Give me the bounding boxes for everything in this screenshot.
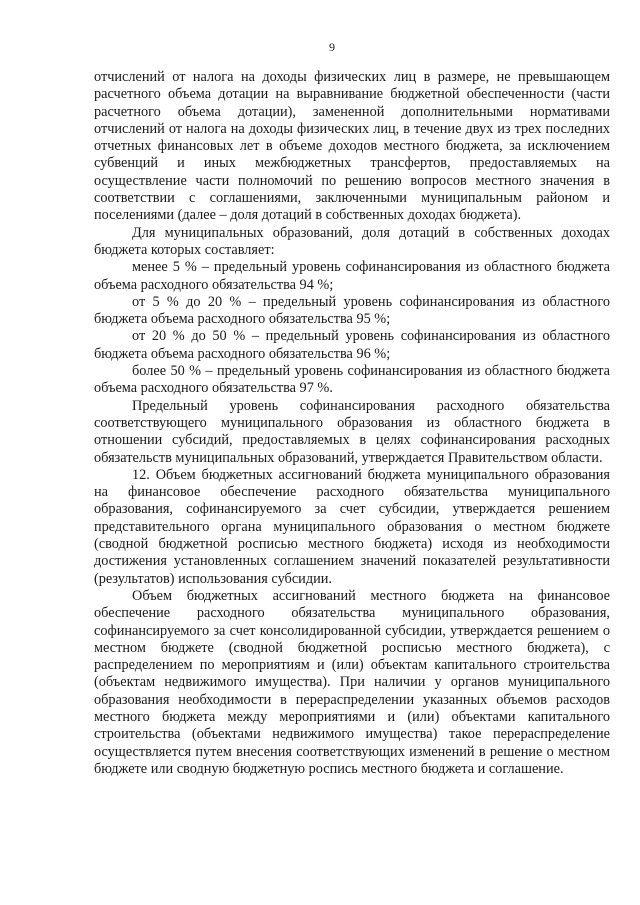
paragraph-item-12: 12. Объем бюджетных ассигнований бюджета муниципального образования на финансовое обеспечение расходного обязательства муниципального образования, софинансируемого за счет субсидии, утверждается решением представительного органа муниципального образования о местном бюджете (сводной бюджетной росписью местного бюджета) исходя из необходимости достижения установленных соглашением значений показателей результативности (результатов) использования субсидии. — [94, 466, 610, 587]
paragraph-5-20: от 5 % до 20 % – предельный уровень софинансирования из областного бюджета объема расходного обязательства 95 %; — [94, 293, 610, 328]
paragraph-dotation-share-intro: Для муниципальных образований, доля дотаций в собственных доходах бюджета которых составляет: — [94, 224, 610, 258]
paragraph-continuation: отчислений от налога на доходы физических лиц в размере, не превышающем расчетного объема дотации на выравнивание бюджетной обеспеченности (части расчетного объема дотации), замененной дополнительными нормативами отчислений от налога на доходы физических лиц, в течение двух из трех последних отчетных финансовых лет в объеме доходов местного бюджета, за исключением субвенций и иных межбюджетных трансфертов, предоставляемых на осуществление части полномочий по решению вопросов местного значения в соответствии с соглашениями, заключенными муниципальным районом и поселениями (далее – доля дотаций в собственных доходах бюджета). — [94, 69, 610, 224]
page-number: 9 — [329, 40, 335, 54]
paragraph-cofinancing-level: Предельный уровень софинансирования расходного обязательства соответствующего муниципального образования из областного бюджета в отношении субсидий, предоставляемых в целях софинансирования расходных обязательств муниципальных образований, утверждается Правительством области. — [94, 397, 610, 466]
document-body — [94, 69, 610, 778]
paragraph-20-50: от 20 % до 50 % – предельный уровень софинансирования из областного бюджета объема расходного обязательства 96 %; — [94, 328, 610, 362]
paragraph-consolidated-subsidy: Объем бюджетных ассигнований местного бюджета на финансовое обеспечение расходного обязательства муниципального образования, софинансируемого за счет консолидированной субсидии, утверждается решением о местном бюджете (сводной бюджетной росписью местного бюджета), с распределением по мероприятиям и (или) объектам капитального строительства (объектам недвижимого имущества). При наличии у органов муниципального образования необходимости в перераспределении указанных объемов расходов местного бюджета между мероприятиями и (или) объектами капитального строительства (объектами недвижимого имущества) такое перераспределение осуществляется путем внесения соответствующих изменений в решение о местном бюджете или сводную бюджетную роспись местного бюджета и соглашение. — [94, 587, 610, 777]
paragraph-more-50: более 50 % – предельный уровень софинансирования из областного бюджета объема расходного обязательства 97 %. — [94, 363, 610, 397]
paragraph-less-5: менее 5 % – предельный уровень софинансирования из областного бюджета объема расходного обязательства 94 %; — [94, 259, 610, 293]
